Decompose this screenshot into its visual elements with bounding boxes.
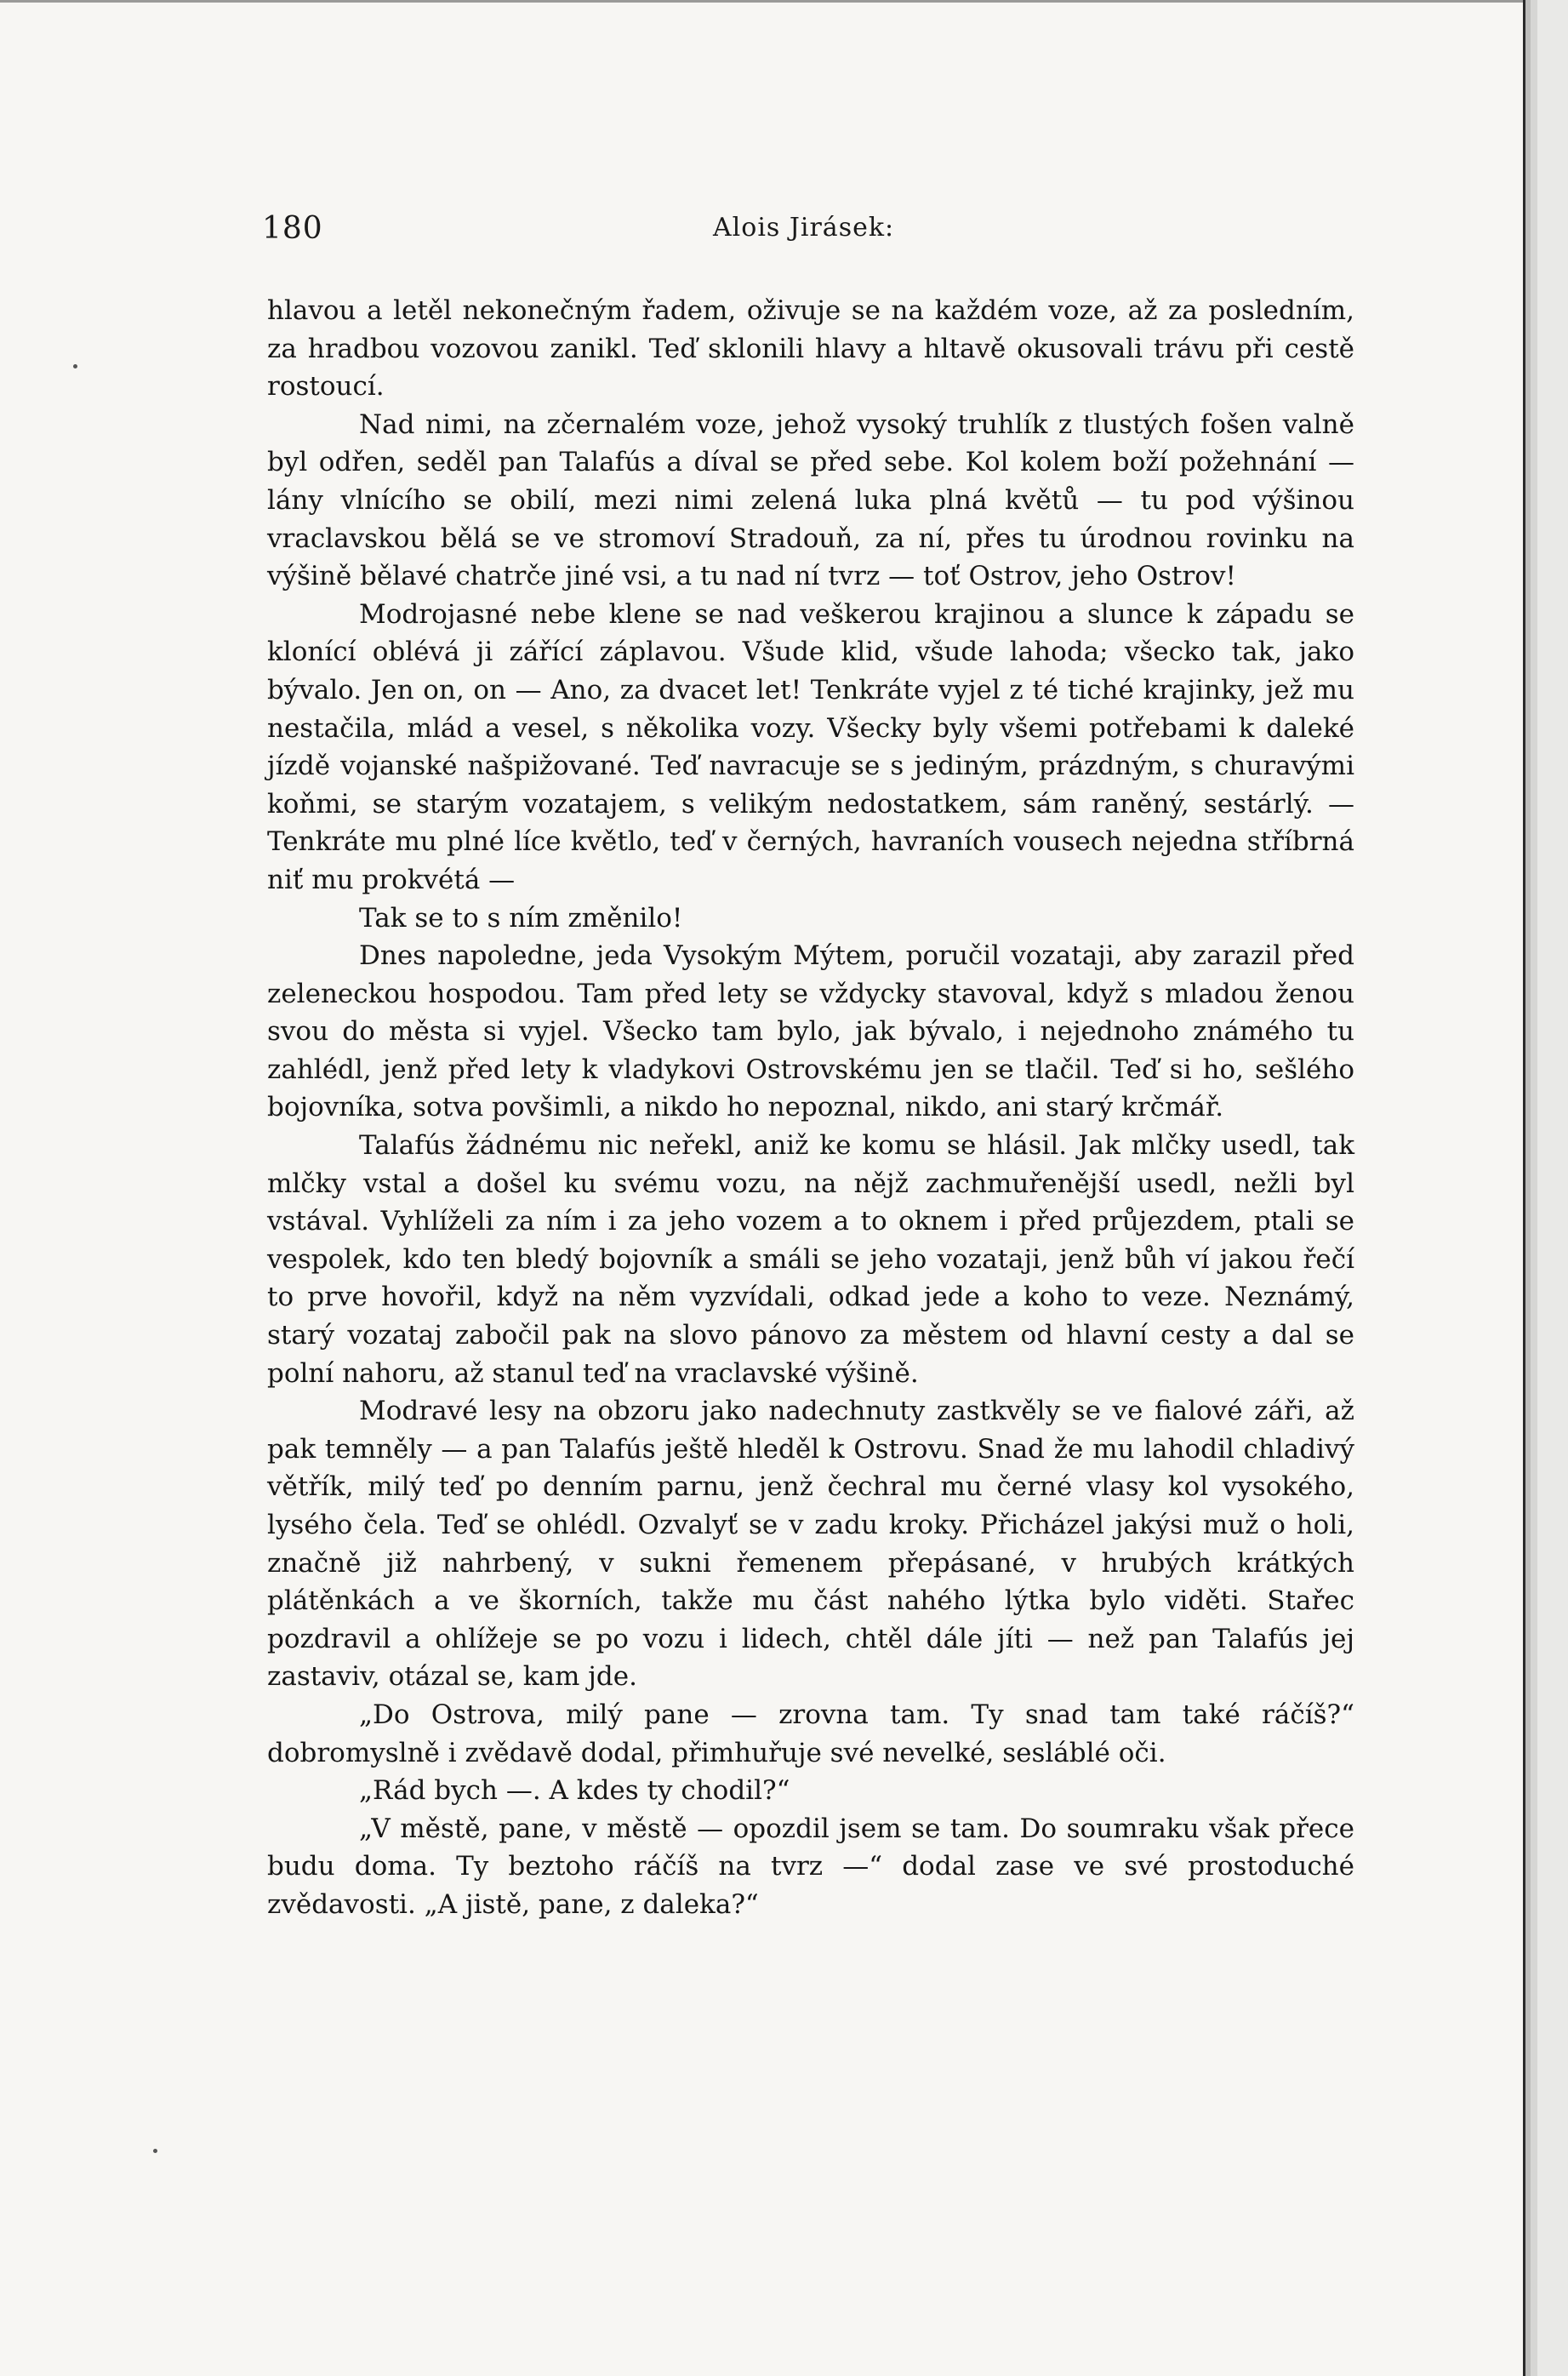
running-head: Alois Jirásek: [713, 213, 895, 243]
paragraph: „Do Ostrova, milý pane — zrovna tam. Ty snad tam také ráčíš?“ dobromyslně i zvědavě dodal, přimhuřuje své nevelké, sesláblé oči. [267, 1699, 1354, 1768]
margin-speck [153, 2149, 157, 2153]
page-top-edge [0, 0, 1523, 3]
paragraph: Tak se to s ním změnilo! [359, 902, 683, 934]
paragraph: Nad nimi, na zčernalém voze, jehož vysoký truhlík z tlustých fošen valně byl odřen, seděl pan Talafús a díval se před sebe. Kol kolem boží požehnání — lány vlnícího se obilí, mezi nimi zelená luka plná květů — tu pod výšinou vraclavskou bělá se ve stromoví Stradouň, za ní, přes tu úrodnou rovinku na výšině bělavé chatrče jiné vsi, a tu nad ní tvrz — toť Ostrov, jeho Ostrov! [267, 408, 1354, 592]
body-text [267, 292, 1354, 1924]
paragraph: „V městě, pane, v městě — opozdil jsem se tam. Do soumraku však přece budu doma. Ty beztoho ráčíš na tvrz —“ dodal zase ve své prostoduché zvědavosti. „A jistě, pane, z daleka?“ [267, 1813, 1354, 1920]
paragraph: „Rád bych —. A kdes ty chodil?“ [359, 1775, 790, 1807]
paragraph: Modravé lesy na obzoru jako nadechnuty zastkvěly se ve fialové záři, až pak temněly — a pan Talafús ještě hleděl k Ostrovu. Snad že mu lahodil chladivý větřík, milý teď po denním parnu, jenž čechral mu černé vlasy kol vysokého, lysého čela. Teď se ohlédl. Ozvalyť se v zadu kroky. Přicházel jakýsi muž o holi, značně již nahrbený, v sukni řemenem přepásané, v hrubých krátkých plátěnkách a ve škorních, takže mu část nahého lýtka bylo viděti. Stařec pozdravil a ohlížeje se po vozu i lidech, chtěl dále jíti — než pan Talafús jej zastaviv, otázal se, kam jde. [267, 1396, 1354, 1693]
page-number: 180 [262, 211, 323, 246]
paragraph: Talafús žádnému nic neřekl, aniž ke komu se hlásil. Jak mlčky usedl, tak mlčky vstal a došel ku svému vozu, na nějž zachmuřenější usedl, nežli byl vstával. Vyhlíželi za ním i za jeho vozem a to oknem i před průjezdem, ptali se vespolek, kdo ten bledý bojovník a smáli se jeho vozataji, jenž bůh ví jakou řečí to prve hovořil, když na něm vyzvídali, odkad jede a koho to veze. Neznámý, starý vozataj zabočil pak na slovo pánovo za městem od hlavní cesty a dal se polní nahoru, až stanul teď na vraclavské výšině. [267, 1130, 1354, 1389]
paragraph: Modrojasné nebe klene se nad veškerou krajinou a slunce k západu se klonící oblévá ji zářící záplavou. Všude klid, všude lahoda; všecko tak, jako bývalo. Jen on, on — Ano, za dvacet let! Tenkráte vyjel z té tiché krajinky, jež mu nestačila, mlád a vesel, s několika vozy. Všecky byly všemi potřebami k daleké jízdě vojanské našpižované. Teď navracuje se s jediným, prázdným, s churavými koňmi, se starým vozatajem, s velikým nedostatkem, sám raněný, sestárlý. — Tenkráte mu plné líce květlo, teď v černých, havraních vousech nejedna stříbrná niť mu prokvétá — [267, 598, 1354, 895]
paragraph: Dnes napoledne, jeda Vysokým Mýtem, poručil vozataji, aby zarazil před zeleneckou hospodou. Tam před lety se vždycky stavoval, když s mladou ženou svou do města si vyjel. Všecko tam bylo, jak bývalo, i nejednoho známého tu zahlédl, jenž před lety k vladykovi Ostrovskému jen se tlačil. Teď si ho, sešlého bojovníka, sotva povšimli, a nikdo ho nepoznal, nikdo, ani starý krčmář. [267, 940, 1354, 1123]
paragraph: hlavou a letěl nekonečným řadem, oživuje se na každém voze, až za posledním, za hradbou vozovou zanikl. Teď sklonili hlavy a hltavě okusovali trávu při cestě rostoucí. [267, 295, 1354, 403]
margin-speck [73, 364, 77, 368]
page-header [262, 211, 1354, 254]
